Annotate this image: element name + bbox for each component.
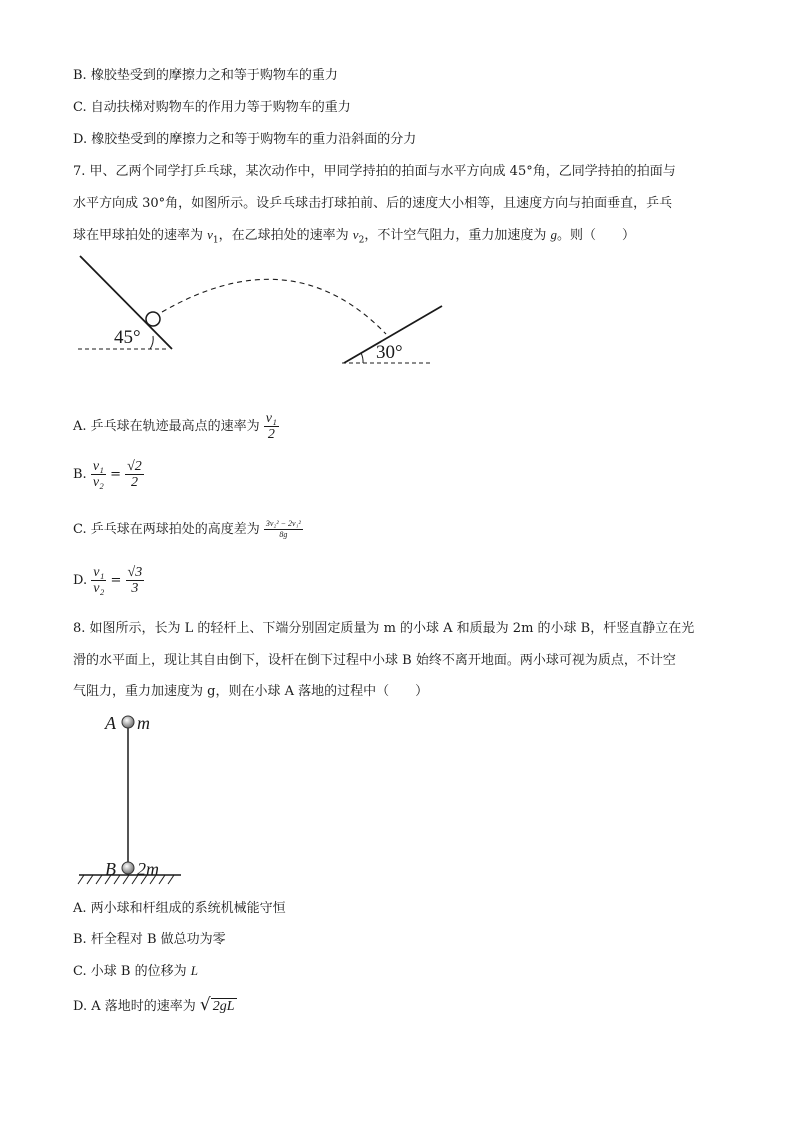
q7-option-b-label: B. (73, 467, 87, 482)
q7-option-d-label: D. (73, 573, 88, 588)
q8-d-radicand: 2gL (212, 999, 235, 1014)
q7-b-rhs-num: √2 (127, 459, 142, 474)
q7-option-c (73, 515, 303, 545)
q8-option-c (73, 962, 198, 981)
q7-d-rhs-num: √3 (127, 565, 143, 580)
q7-stem-line2: 水平方向成 30°角，如图所示。设乒乓球击打球拍前、后的速度大小相等，且速度方向与拍面垂直，乒乓 (73, 196, 673, 211)
q7-stem-line1: 7. 甲、乙两个同学打乒乓球，某次动作中，甲同学持拍的拍面与水平方向成 45°角，乙同学持拍的拍面与 (73, 164, 676, 179)
q7-option-b: B. $\frac{\text{v₁}}{\text{v₂}}$ = $\frac{√2}{2}$ (73, 459, 142, 490)
q7-stem-text-b: ，在乙球拍处的速率为 (218, 228, 353, 243)
q8-option-b: B. 杆全程对 B 做总功为零 (73, 932, 226, 947)
q7-stem-line3: 球在甲球拍处的速率为 $v_1$，在乙球拍处的速率为 $v_2$，不计空气阻力，重力加速度为 g。则（ ） (73, 227, 635, 246)
left-angle-arc (150, 336, 153, 349)
q7-paddle-figure (70, 252, 450, 370)
q7-a-numerator: v₁ (265, 411, 277, 426)
ball-a-icon (122, 716, 134, 728)
right-angle-arc (361, 353, 363, 363)
q8-option-d: D. A 落地时的速率为 √ 2gL (73, 995, 235, 1015)
q8-stem-line3: 气阻力，重力加速度为 g，则在小球 A 落地的过程中（ ） (73, 684, 429, 699)
label-2m: 2m (137, 859, 159, 879)
q8-stem-line1: 8. 如图所示，长为 L 的轻杆上、下端分别固定质量为 m 的小球 A 和质最为 2m 的小球 B，杆竖直静立在光 (73, 621, 695, 636)
ball-icon (146, 312, 160, 326)
q8-stem-line2: 滑的水平面上，现让其自由倒下，设杆在倒下过程中小球 B 始终不离开地面。两小球可视为质点，不计空 (73, 653, 676, 668)
q7-stem-text-c: ，不计空气阻力，重力加速度为 (364, 228, 551, 243)
q7-a-denominator: 2 (267, 427, 275, 442)
q7-b-lhs-num: v₁ (92, 459, 104, 474)
q8-option-c-text: C. 小球 B 的位移为 (73, 964, 187, 979)
q8-rod-figure (76, 708, 186, 888)
q7-option-c-text: C. 乒乓球在两球拍处的高度差为 (73, 522, 260, 537)
q7-c-denominator: 8g (279, 530, 288, 539)
q7-stem-text-a: 球在甲球拍处的速率为 (73, 228, 208, 243)
q6-option-d: D. 橡胶垫受到的摩擦力之和等于购物车的重力沿斜面的分力 (73, 132, 417, 147)
q7-v1-symbol: v (207, 227, 213, 242)
q8-c-variable: L (190, 963, 198, 978)
q7-stem-text-d: 。则（ ） (556, 228, 635, 243)
q7-b-rhs-den: 2 (130, 475, 138, 490)
q8-option-d-text: D. A 落地时的速率为 (73, 999, 196, 1014)
q7-d-lhs-num: v₁ (93, 565, 105, 580)
label-a: A (105, 713, 116, 733)
trajectory-dashed (162, 279, 386, 334)
q8-option-a: A. 两小球和杆组成的系统机械能守恒 (73, 901, 286, 916)
q7-option-a (73, 410, 279, 444)
left-angle-label: 45° (114, 327, 141, 348)
q7-b-lhs-den: v₂ (92, 475, 104, 490)
q7-option-a-text: A. 乒乓球在轨迹最高点的速率为 (73, 419, 260, 434)
q7-d-rhs-den: 3 (131, 581, 139, 596)
q7-option-d: D. $\frac{\text{v₁}}{\text{v₂}}$ = $\frac{√3}{3}$ (73, 565, 143, 596)
q6-option-b: B. 橡胶垫受到的摩擦力之和等于购物车的重力 (73, 68, 338, 83)
label-b: B (105, 859, 116, 879)
label-m: m (137, 713, 150, 733)
right-angle-label: 30° (376, 342, 403, 363)
ball-b-icon (122, 862, 134, 874)
q7-c-numerator: 3v₂² − 2v₁² (265, 519, 301, 528)
q7-d-lhs-den: v₂ (93, 581, 105, 596)
ground-hatching (78, 875, 174, 884)
q6-option-c: C. 自动扶梯对购物车的作用力等于购物车的重力 (73, 100, 351, 115)
q7-g-symbol: g (550, 227, 557, 242)
